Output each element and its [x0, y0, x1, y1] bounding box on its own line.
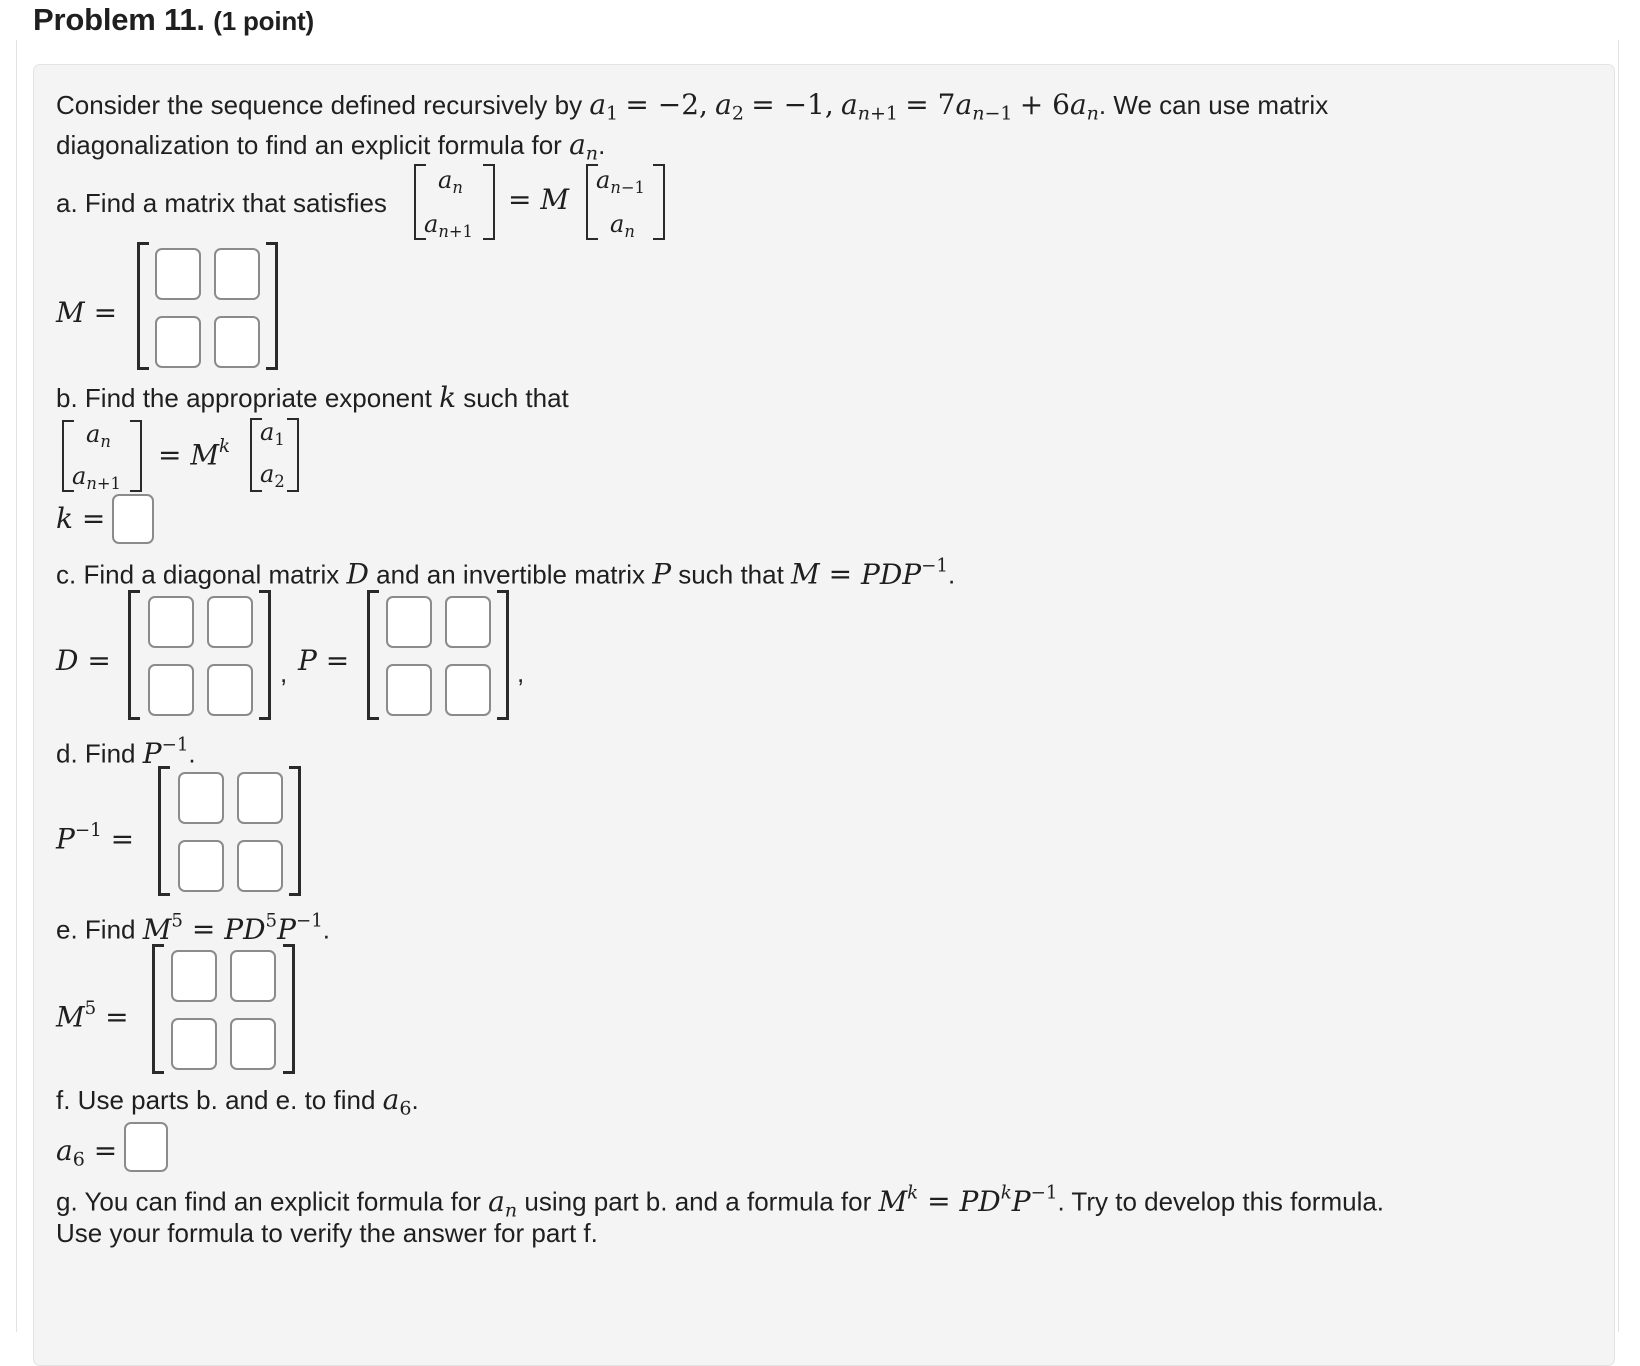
right-rule — [1618, 40, 1619, 1332]
P-entry-11-input[interactable] — [386, 596, 432, 648]
bracket-right — [287, 418, 299, 492]
bracket-right — [130, 420, 142, 492]
part-e-text: e. Find $M^5 = PD^5P^{-1}$. — [56, 910, 331, 946]
D-entry-22-input[interactable] — [207, 664, 253, 716]
P-entry-22-input[interactable] — [445, 664, 491, 716]
label-P: P = — [298, 644, 350, 677]
a1-value: −2 — [657, 88, 700, 121]
left-rule — [16, 40, 17, 1332]
matrix-D-left-bracket — [128, 590, 140, 720]
matrix-Pinv-right-bracket — [289, 766, 301, 896]
vec-a2: $a_2$ — [260, 460, 285, 491]
Pinv-entry-11-input[interactable] — [178, 772, 224, 824]
vec-an: $a_n$ — [86, 420, 111, 451]
label-M: M = — [56, 296, 118, 329]
matrix-M5-right-bracket — [283, 944, 295, 1074]
M-entry-11-input[interactable] — [155, 248, 201, 300]
M5-entry-12-input[interactable] — [230, 950, 276, 1002]
matrix-P-right-bracket — [497, 590, 509, 720]
label-k: k = — [56, 502, 106, 535]
a2-value: −1 — [783, 88, 825, 121]
part-c-text: c. Find a diagonal matrix D and an invertible matrix P such that $M = PDP^{-1}$. — [56, 555, 956, 591]
M5-entry-21-input[interactable] — [171, 1018, 217, 1070]
matrix-D-right-bracket — [259, 590, 271, 720]
part-a-text: a. Find a matrix that satisfies — [56, 188, 387, 218]
part-d-text: d. Find $P^{-1}$. — [56, 734, 196, 770]
D-entry-21-input[interactable] — [148, 664, 194, 716]
a6-input[interactable] — [124, 1122, 168, 1172]
matrix-M-right-bracket — [266, 242, 278, 370]
vec-an-1: $a_{n-1}$ — [596, 166, 645, 197]
matrix-P-left-bracket — [367, 590, 379, 720]
k-input[interactable] — [112, 494, 154, 544]
Pinv-entry-21-input[interactable] — [178, 840, 224, 892]
matrix-M-left-bracket — [137, 242, 149, 370]
comma: , — [280, 658, 288, 688]
part-g-line-2: Use your formula to verify the answer for part f. — [56, 1218, 598, 1248]
M-entry-22-input[interactable] — [214, 316, 260, 368]
Pinv-entry-12-input[interactable] — [237, 772, 283, 824]
P-entry-21-input[interactable] — [386, 664, 432, 716]
vec-an1: $a_{n+1}$ — [72, 462, 121, 493]
part-g-line-1: g. You can find an explicit formula for $a_n$ using part b. and a formula for $M^k = PD^kP^{-1}$. Try to develop this formula. — [56, 1182, 1385, 1222]
label-a6: $a_6$ = — [56, 1134, 118, 1171]
P-entry-12-input[interactable] — [445, 596, 491, 648]
vec-an: $a_n$ — [610, 210, 635, 241]
vec-a1: $a_1$ — [260, 418, 285, 449]
D-entry-12-input[interactable] — [207, 596, 253, 648]
D-entry-11-input[interactable] — [148, 596, 194, 648]
equals-M: = M — [508, 183, 570, 216]
part-f-text: f. Use parts b. and e. to find $a_6$. — [56, 1083, 419, 1120]
bracket-right — [483, 164, 495, 240]
label-P-inverse: $P^{-1}$ = — [56, 820, 135, 856]
M-entry-21-input[interactable] — [155, 316, 201, 368]
intro-line-2: diagonalization to find an explicit formula for $a_n$. — [56, 128, 606, 165]
problem-points: (1 point) — [213, 6, 314, 36]
equals-Mk: = $M^k$ — [158, 436, 231, 472]
problem-title: Problem 11. (1 point) — [33, 2, 314, 37]
comma: , — [517, 658, 525, 688]
intro-line-1: Consider the sequence defined recursively by $a_1 = -2$, $a_2 = -1$, $a_{n+1} = 7a_{n-1} + 6a_n$. We can use matrix — [56, 88, 1329, 125]
matrix-M5-left-bracket — [152, 944, 164, 1074]
part-b-text: b. Find the appropriate exponent k such that — [56, 381, 569, 414]
M5-entry-22-input[interactable] — [230, 1018, 276, 1070]
vec-an: $a_n$ — [438, 166, 463, 197]
vec-an1: $a_{n+1}$ — [424, 210, 473, 241]
M-entry-12-input[interactable] — [214, 248, 260, 300]
M5-entry-11-input[interactable] — [171, 950, 217, 1002]
label-M5: $M^5$ = — [56, 998, 129, 1034]
Pinv-entry-22-input[interactable] — [237, 840, 283, 892]
bracket-right — [653, 164, 665, 240]
label-D: D = — [56, 644, 111, 677]
matrix-Pinv-left-bracket — [158, 766, 170, 896]
